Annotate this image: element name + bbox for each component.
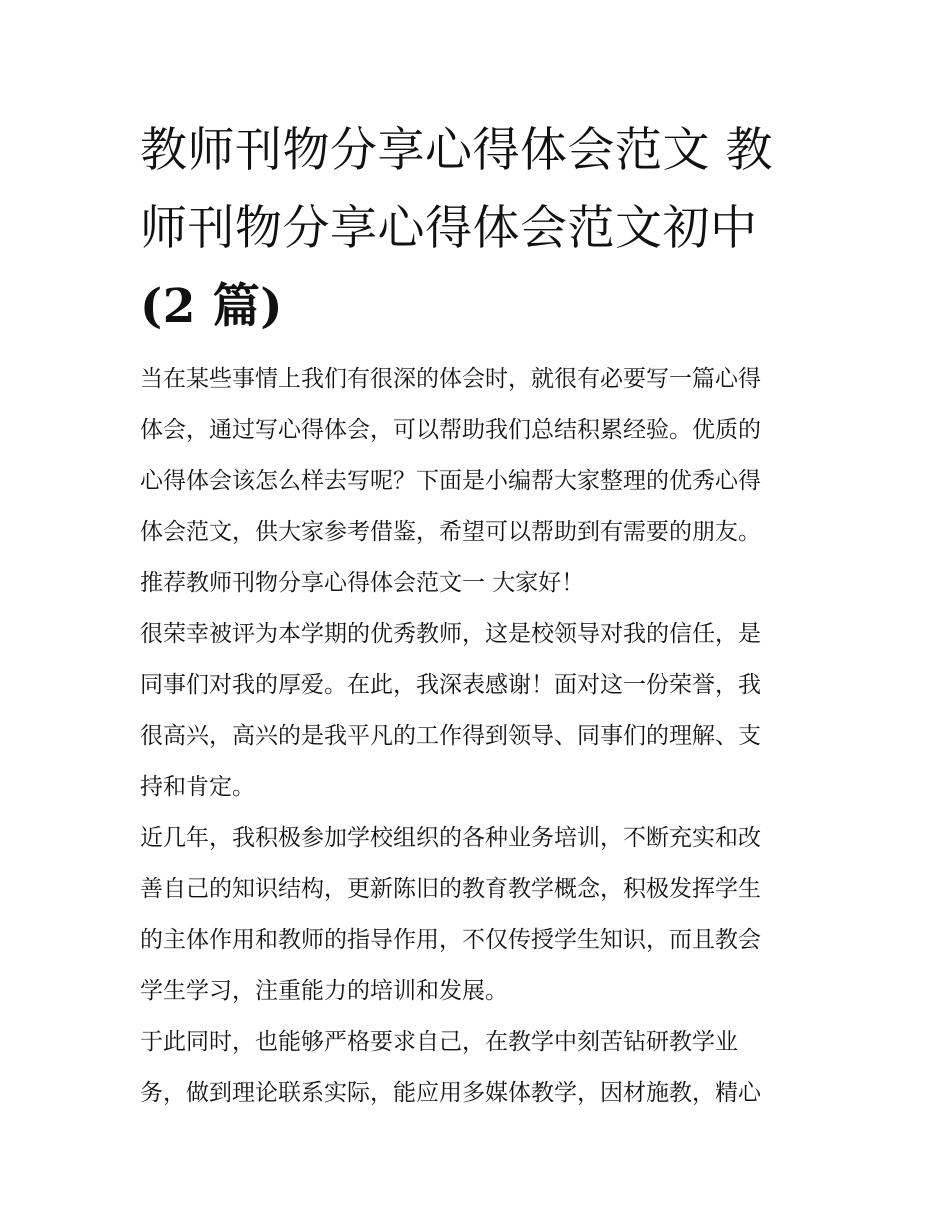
document-title: [140, 112, 812, 346]
text-line: 学生学习，注重能力的培训和发展。: [140, 978, 508, 1004]
intro-paragraph: [140, 354, 812, 558]
text-line: 近几年，我积极参加学校组织的各种业务培训，不断充实和改: [140, 825, 761, 851]
text-line: 善自己的知识结构，更新陈旧的教育教学概念，积极发挥学生: [140, 876, 761, 902]
body-paragraph: [140, 1017, 812, 1119]
title-line: 教师刊物分享心得体会范文 教: [140, 123, 773, 178]
text-line: 体会范文，供大家参考借鉴，希望可以帮助到有需要的朋友。: [140, 519, 761, 545]
document-page: [140, 112, 812, 1119]
body-paragraph: [140, 609, 812, 813]
text-line: 心得体会该怎么样去写呢？下面是小编帮大家整理的优秀心得: [140, 468, 761, 494]
body-paragraph: [140, 813, 812, 1017]
text-line: 于此同时，也能够严格要求自己，在教学中刻苦钻研教学业: [140, 1029, 738, 1055]
text-line: 务，做到理论联系实际，能应用多媒体教学，因材施教，精心: [140, 1080, 761, 1106]
title-line: (2 篇): [140, 279, 284, 334]
text-line: 当在某些事情上我们有很深的体会时，就很有必要写一篇心得: [140, 366, 761, 392]
section-heading-paragraph: [140, 558, 812, 609]
title-line: 师刊物分享心得体会范文初中: [140, 201, 758, 256]
text-line: 持和肯定。: [140, 774, 255, 800]
text-line: 的主体作用和教师的指导作用，不仅传授学生知识，而且教会: [140, 927, 761, 953]
text-line: 推荐教师刊物分享心得体会范文一 大家好！: [140, 570, 585, 596]
text-line: 很高兴，高兴的是我平凡的工作得到领导、同事们的理解、支: [140, 723, 761, 749]
text-line: 很荣幸被评为本学期的优秀教师，这是校领导对我的信任，是: [140, 621, 761, 647]
text-line: 体会，通过写心得体会，可以帮助我们总结积累经验。优质的: [140, 417, 761, 443]
text-line: 同事们对我的厚爱。在此，我深表感谢！面对这一份荣誉，我: [140, 672, 761, 698]
